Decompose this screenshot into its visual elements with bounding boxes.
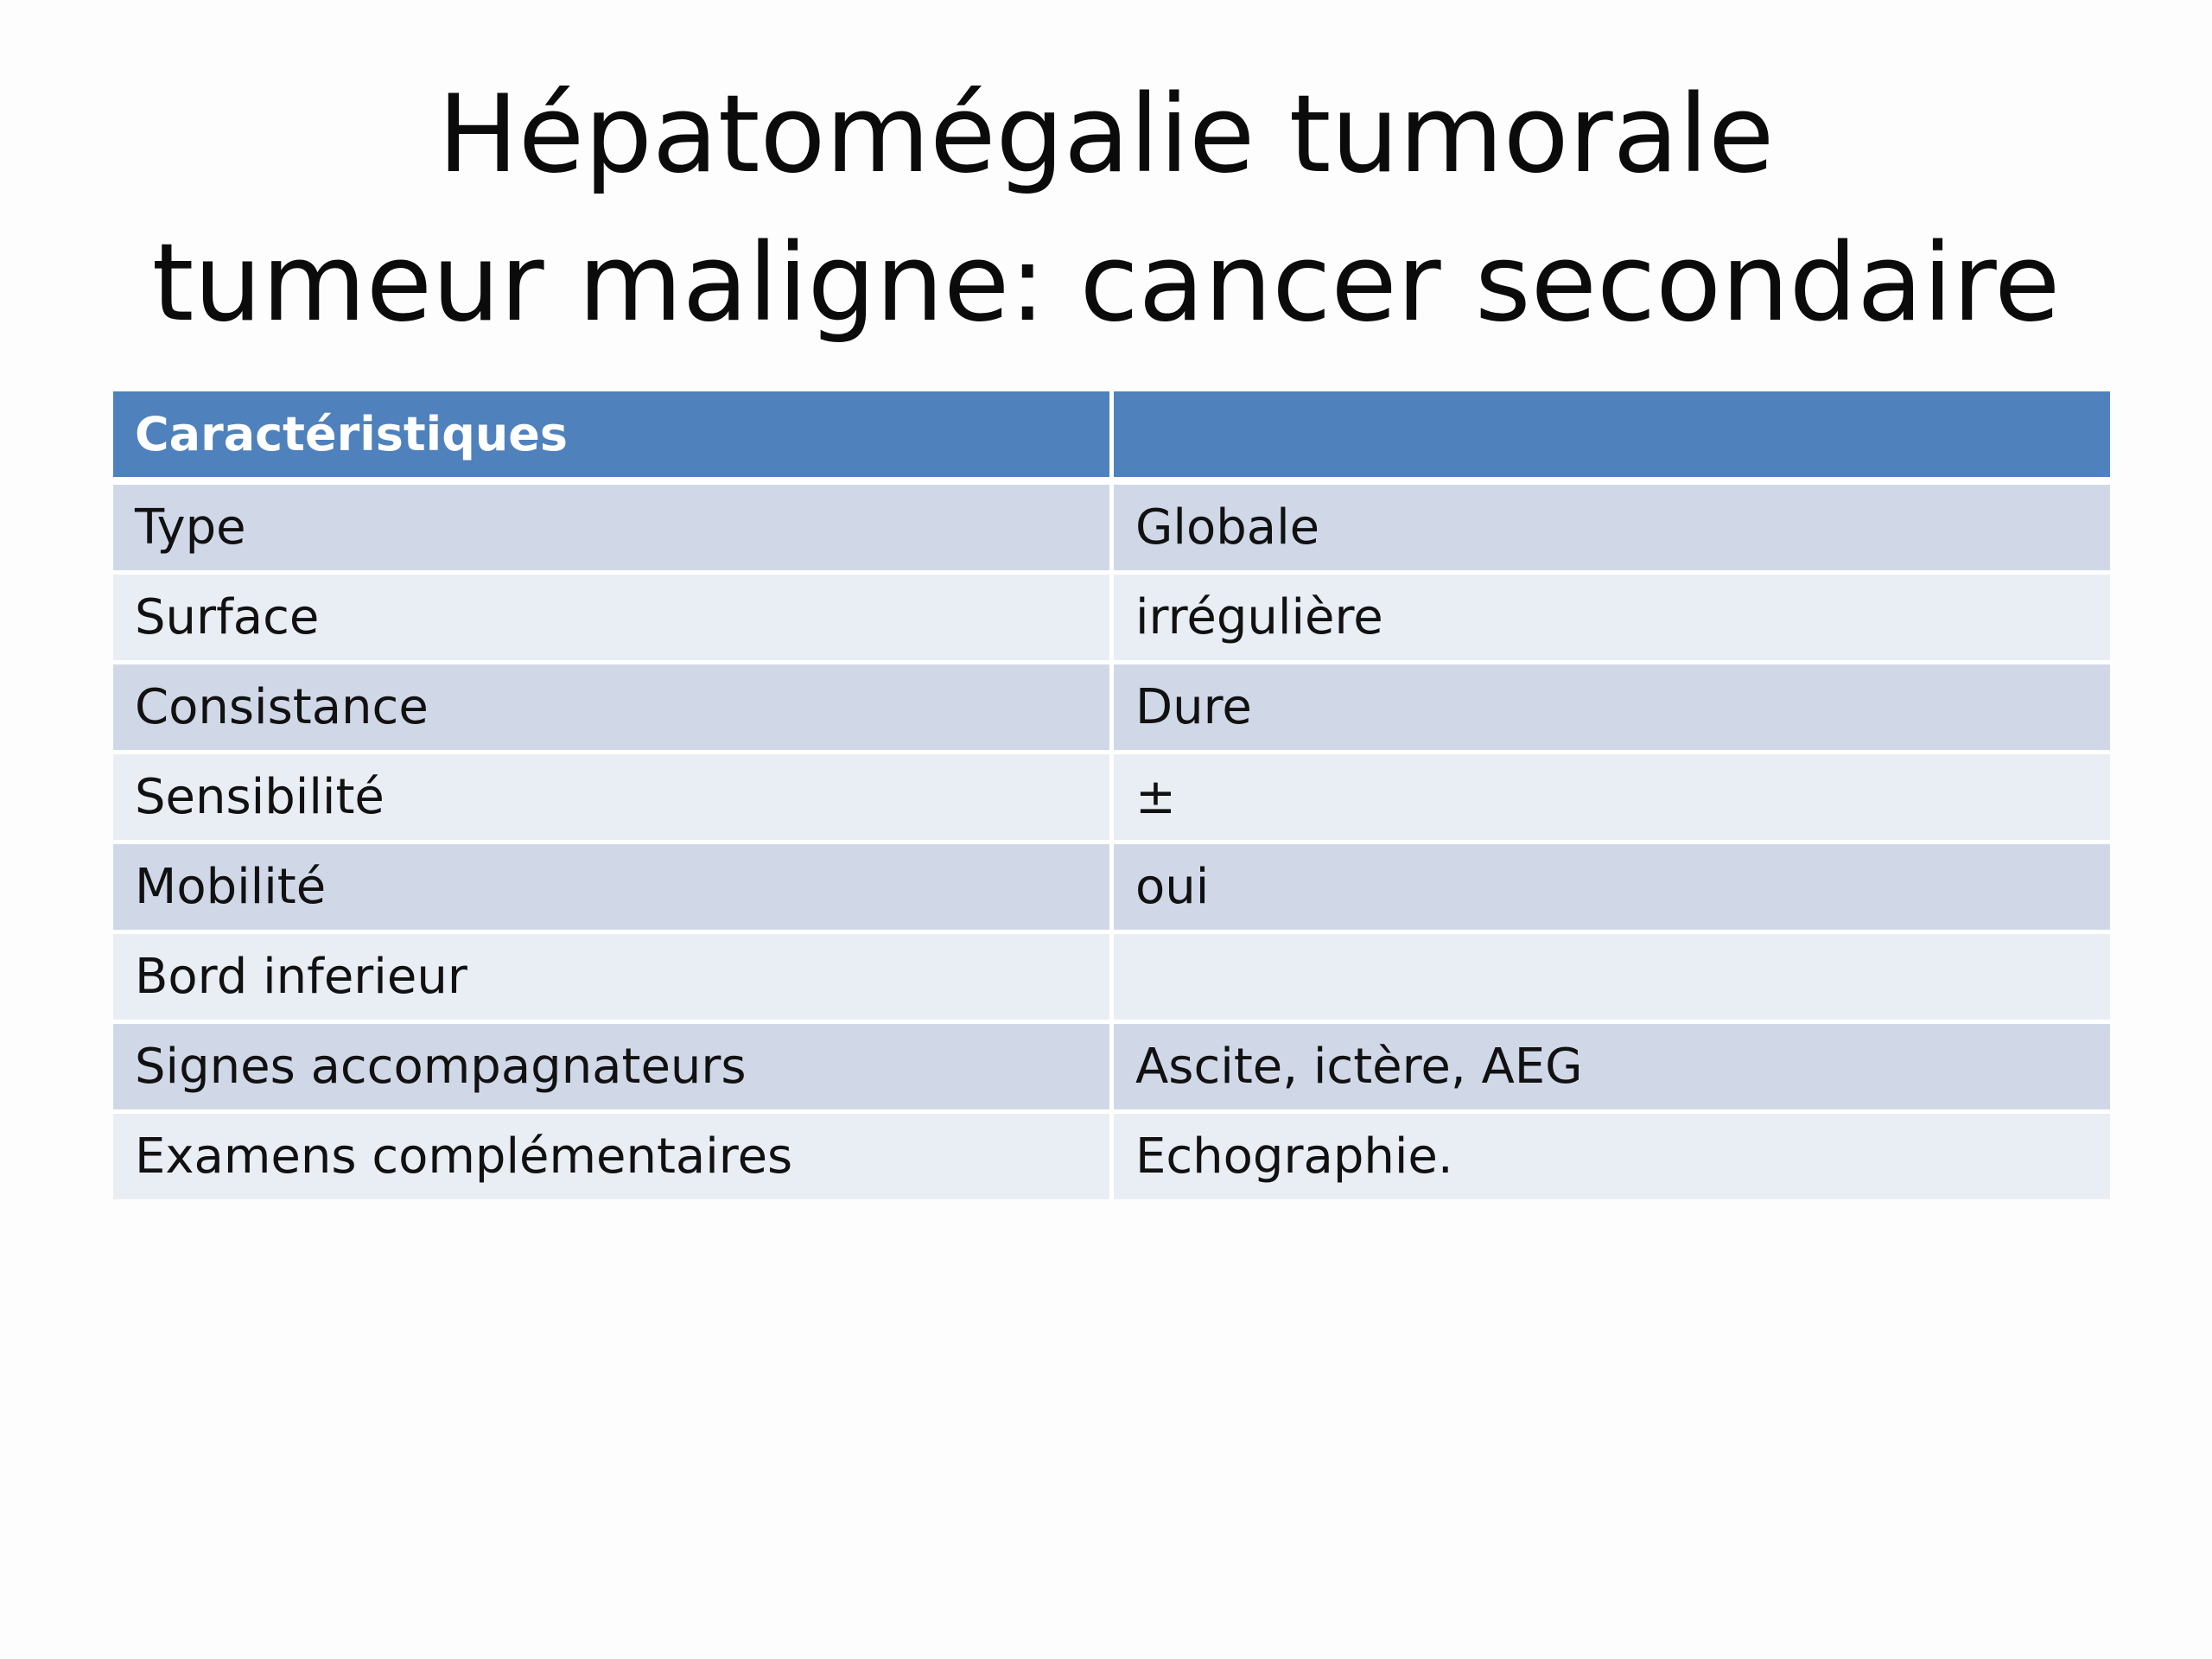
table-cell-label: Examens complémentaires [113,1114,1109,1199]
table-cell-label: Consistance [113,664,1109,750]
row-divider [113,477,2110,485]
characteristics-table [113,391,2110,1199]
slide-title-line-1: Hépatomégalie tumorale [437,73,1775,197]
table-cell-value: oui [1114,844,2110,930]
table-cell-value: Globale [1114,485,2110,570]
slide-title-line-2: tumeur maligne: cancer secondaire [151,221,2061,346]
table-cell-label: Sensibilité [113,754,1109,840]
slide-title [0,60,2212,358]
table-cell-label: Type [113,485,1109,570]
table-cell-value [1114,934,2110,1020]
table-header-cell [1114,391,2110,477]
table-cell-label: Mobilité [113,844,1109,930]
table-cell-value: Echographie. [1114,1114,2110,1199]
table-cell-value: Dure [1114,664,2110,750]
table-cell-label: Bord inferieur [113,934,1109,1020]
table-cell-value: irrégulière [1114,575,2110,660]
table-cell-label: Surface [113,575,1109,660]
table-cell-value: ± [1114,754,2110,840]
table-header-cell: Caractéristiques [113,391,1109,477]
table-cell-value: Ascite, ictère, AEG [1114,1024,2110,1109]
table-cell-label: Signes accompagnateurs [113,1024,1109,1109]
